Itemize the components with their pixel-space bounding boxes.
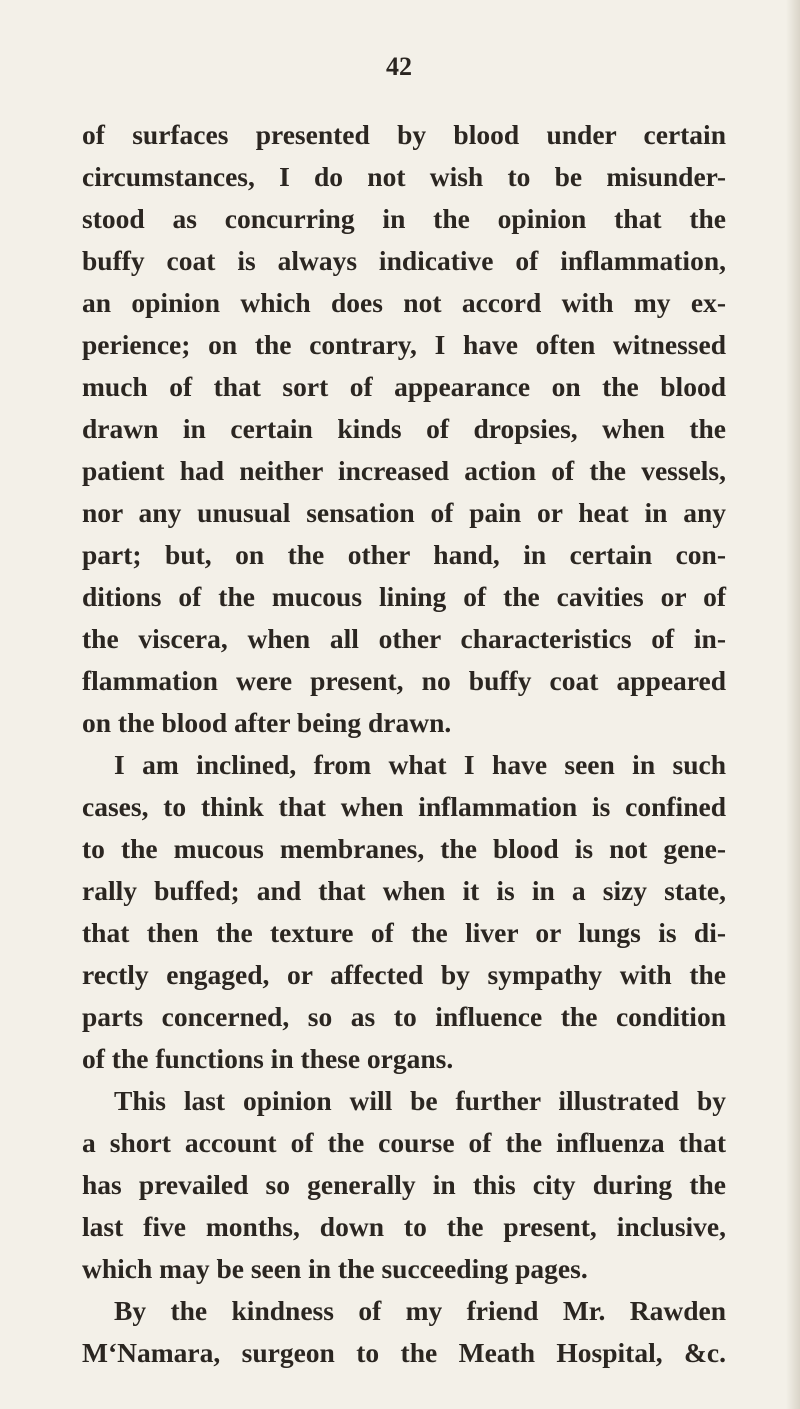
page-number: 42 bbox=[386, 52, 412, 81]
text-line: has prevailed so generally in this city during the bbox=[82, 1169, 726, 1200]
text-line: the viscera, when all other characteristics of in- bbox=[82, 623, 726, 654]
text-line: parts concerned, so as to influence the condition bbox=[82, 1001, 726, 1032]
text-line: ditions of the mucous lining of the cavities or of bbox=[82, 581, 726, 612]
text-line: of the functions in these organs. bbox=[82, 1043, 454, 1074]
text-line: perience; on the contrary, I have often witnessed bbox=[82, 329, 726, 360]
text-line: last five months, down to the present, inclusive, bbox=[82, 1211, 726, 1242]
text-line: buffy coat is always indicative of inflammation, bbox=[82, 245, 726, 276]
text-line: to the mucous membranes, the blood is not gene- bbox=[82, 833, 726, 864]
text-line: rectly engaged, or affected by sympathy with the bbox=[82, 959, 726, 990]
text-line: I am inclined, from what I have seen in such bbox=[114, 749, 726, 780]
text-line: M‘Namara, surgeon to the Meath Hospital, &c. bbox=[82, 1337, 726, 1368]
text-line: rally buffed; and that when it is in a sizy state, bbox=[82, 875, 726, 906]
text-line: which may be seen in the succeeding pages. bbox=[82, 1253, 588, 1284]
text-line: nor any unusual sensation of pain or heat in any bbox=[82, 497, 726, 528]
text-line: on the blood after being drawn. bbox=[82, 707, 452, 738]
text-line: By the kindness of my friend Mr. Rawden bbox=[114, 1295, 726, 1326]
page-edge-shadow bbox=[786, 0, 800, 1409]
text-line: an opinion which does not accord with my ex- bbox=[82, 287, 726, 318]
text-line: stood as concurring in the opinion that the bbox=[82, 203, 726, 234]
text-line: much of that sort of appearance on the blood bbox=[82, 371, 726, 402]
text-line: patient had neither increased action of the vessels, bbox=[82, 455, 726, 486]
text-line: This last opinion will be further illustrated by bbox=[114, 1085, 726, 1116]
text-line: that then the texture of the liver or lungs is di- bbox=[82, 917, 726, 948]
text-line: drawn in certain kinds of dropsies, when the bbox=[82, 413, 726, 444]
text-line: a short account of the course of the influenza that bbox=[82, 1127, 726, 1158]
text-line: flammation were present, no buffy coat appeared bbox=[82, 665, 726, 696]
text-line: of surfaces presented by blood under certain bbox=[82, 119, 726, 150]
text-line: part; but, on the other hand, in certain con- bbox=[82, 539, 726, 570]
text-line: circumstances, I do not wish to be misunder- bbox=[82, 161, 726, 192]
text-line: cases, to think that when inflammation is confined bbox=[82, 791, 726, 822]
